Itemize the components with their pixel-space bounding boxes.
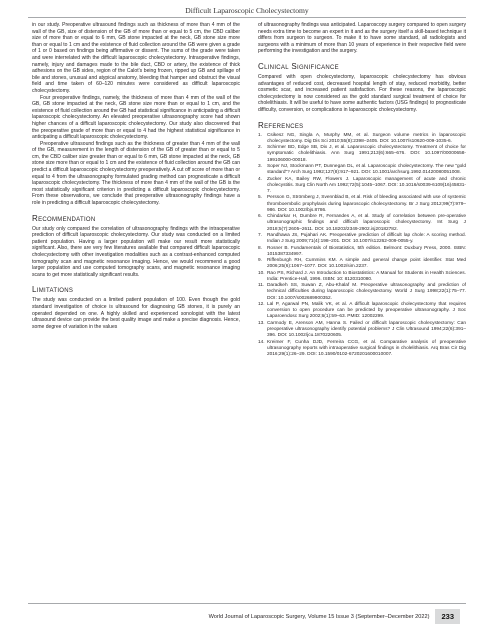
right-column: [258, 22, 466, 358]
reference-item: [258, 214, 466, 233]
reference-number: 8.: [258, 245, 262, 251]
reference-text: Csikesz NG, Singla A, Murphy MM, et al. Surgeon volume metrics in laparoscopic cholecystectomy. Dig Dis Sci 2010;55(8):2398–2405. DOI: 10.1007/s10620-009-1035-6.: [267, 132, 466, 144]
body-paragraph: Four preoperative findings, namely, the thickness of more than 4 mm of the wall of the GB, GB stone impacted at the neck, GB stone size more than or equal to 1 cm, and the existence of fluid collection around the GB had statistical significance in anticipating a difficult laparoscopic cholecystectomy. An elevated preoperative ultrasonography score had shown higher chances of a difficult laparoscopic cholecystectomy. Our study also discovered that the preoperative grade of more than or equal to 4 had the highest statistical significance in anticipating a difficult laparoscopic cholecystectomy.: [32, 94, 240, 141]
reference-item: [258, 133, 466, 145]
reference-text: Daradkeh SS, Suwan Z, Abu-Khalaf M. Preoperative ultrasonography and prediction of technical difficulties during laparoscopic cholecystectomy. World J Surg 1998;22(1):75–77. DOI: 10.1007/s002689900352.: [267, 283, 466, 301]
reference-number: 7.: [258, 232, 262, 238]
reference-list: [258, 133, 466, 359]
reference-item: [258, 233, 466, 245]
reference-text: Rosner B. Fundamentals of Biostatistics, 5th edition. Belmont: Duxbury Press, 2000. ISBN: 1015387334997.: [267, 245, 466, 257]
reference-item: [258, 258, 466, 270]
running-header: Difficult Laparoscopic Cholecystectomy: [185, 6, 309, 15]
reference-number: 6.: [258, 214, 262, 220]
reference-number: 9.: [258, 258, 262, 264]
body-paragraph: in our study. Preoperative ultrasound findings such as thickness of more than 4 mm of the wall of the GB, size of distension of the GB of more than or equal to 5 cm, the CBD caliber size of more than or equal to 6 mm, GB stone impacted at the neck, GB stone size more than or equal to 1 cm and the existence of fluid collection around the GB were given a grade of 1 or 0 based on findings being affirmative or dissent. The sums of the grade were taken and were interrelated with the difficult laparoscopic cholecystectomy. Intraoperative findings, namely, injury and damages made to the bile duct, CBD or artery, the existence of thick adhesions on the GB sides, region of the Calot's being frozen, ripped up GB and spillage of bile and stones, unusual and atypical anatomy, bleeding that hamper and obstruct the visual field and time taken of 60–120 minutes were considered as difficult laparoscopic cholecystectomy.: [32, 22, 240, 94]
reference-text: Rao PS, Richard J. An Introduction to Biostatistics: A Manual for Students in Health Sciences. India: Prentice-Hall, 1996. ISBN: 10: 8120310080.: [267, 270, 466, 282]
reference-text: Zucker KA, Bailey RW, Flowers J. Laparoscopic management of acute and chronic cholecystitis. Surg Clin North Am 1992;72(5):1045–1067. DOI: 10.1016/s0039-6109(16)45831-7.: [267, 176, 466, 194]
reference-text: Soper NJ, Stockmann PT, Dunnegan DL, et al. Laparoscopic cholecystectomy. The new "gold standard"? Arch Surg 1992;127(8):917–921. DOI: 10.1001/archsurg.1992.01420080051008.: [267, 163, 466, 176]
reference-item: [258, 164, 466, 176]
reference-item: [258, 145, 466, 164]
section-heading-recommendation: Recommendation: [32, 213, 96, 223]
reference-item: [258, 283, 466, 302]
reference-item: [258, 271, 466, 283]
reference-item: [258, 302, 466, 321]
reference-text: Carmody E, Arenson AM, Hanna S. Failed or difficult laparoscopic cholecystectomy: Can preoperative ultrasonography identify potential problems? J Clin Ultrasound 1994;22(6):391–396. DOI: 10.1002/jcu.1870220605.: [267, 320, 466, 339]
reference-item: [258, 195, 466, 214]
reference-number: 4.: [258, 176, 262, 182]
reference-item: [258, 246, 466, 258]
reference-number: 11.: [258, 283, 265, 289]
reference-item: [258, 340, 466, 359]
reference-number: 1.: [258, 132, 262, 138]
section-heading-limitations: Limitations: [32, 285, 74, 295]
reference-text: Schirmer BD, Edge SB, Dix J, et al. Laparoscopic cholecystectomy. Treatment of choice for symptomatic cholelithiasis. Ann Surg 1991;213(6):665–676. DOI: 10.1097/00000658-199106000-00018.: [267, 145, 466, 163]
reference-number: 3.: [258, 163, 262, 169]
reference-number: 10.: [258, 270, 265, 276]
body-paragraph: of ultrasonography findings was anticipated. Laparoscopy surgery compared to open surgery needs extra time to become an expert in it and as the surgery itself a skill-based technique it differs from surgeon to surgeon. To make it to have some standard, all radiologists and surgeons with a minimum of more than 10 years of experience in their respective field were performing the investigation and the surgery.: [258, 22, 466, 55]
reference-text: Randhawa JS, Pujahari AK. Preoperative prediction of difficult lap chole: A scoring method. Indian J Surg 2009;71(4):198–201. DOI: 10.1007/s12262-009-0055-y.: [267, 232, 466, 245]
body-paragraph: Preoperative ultrasound findings such as the thickness of greater than 4 mm of the wall of the GB, measurement in the length of distension of the GB of greater than or equal to 5 cm, the CBD caliber size greater than or equal to 6 mm, GB stone impacted at the neck, GB stone size more than or equal to 1 cm and the existence of fluid collection around the GB can predict a difficult laparoscopic cholecystectomy preoperatively. A cut off score of more than or equal to 4 from the ultrasonography formulated grading method can prognosticate a difficult laparoscopic cholecystectomy. The thickness of more than 4 mm of the wall of the GB is the most statistically significant criterion in predicting a difficult laparoscopic cholecystectomy. From these observations, we conclude that preoperative ultrasonography findings have a role in predicting a difficult laparoscopic cholecystectomy.: [32, 140, 240, 207]
reference-text: Kreimer F, Cunha DJD, Ferreira CCG, et al. Comparative analysis of preoperative ultrasonography reports with intraoperative surgical findings in cholelithiasis. Arq Bras Cir Dig 2016;29(1):26–29. DOI: 10.1590/0102-6720201600010007.: [267, 339, 466, 358]
reference-number: 12.: [258, 302, 265, 308]
body-paragraph: Compared with open cholecystectomy, laparoscopic cholecystectomy has obvious advantages of reduced cost, decreased hospital length of stay, reduced morbidity, better cosmetic scar, and increased patient satisfaction. For these reasons, the laparoscopic cholecystectomy is now considered as the gold standard surgical treatment of choice for cholelithiasis. It will be useful to have some authentic factors (USG findings) to prognosticate difficulty, conversion, or complications in laparoscopic cholecystectomy.: [258, 73, 466, 113]
reference-number: 5.: [258, 195, 262, 201]
page-number: 233: [435, 609, 460, 624]
reference-item: [258, 321, 466, 340]
reference-text: Riffenburgh RH, Cummins KM. A simple and general change point identifier. Stat Med 2006;25(6):1067–1077. DOI: 10.1002/sim.2237.: [267, 258, 466, 270]
section-heading-clinical-significance: Clinical Significance: [258, 61, 339, 71]
reference-number: 14.: [258, 339, 265, 345]
header-divider: [28, 17, 466, 18]
journal-citation: World Journal of Laparoscopic Surgery, Volume 15 Issue 3 (September–December 2022): [208, 613, 430, 620]
reference-text: Chindarkar H, Dumbre R, Fernandes A, et al. Study of correlation between pre-operative ultrasonographic findings and difficult laparoscopic cholecystectomy. Int Surg J 2018;5(7):2605–2611. DOI: 10.18203/2349-2902.isj20182782.: [267, 214, 466, 232]
page-footer: [209, 609, 460, 624]
footer-divider: [28, 603, 466, 604]
reference-number: 2.: [258, 145, 262, 151]
reference-item: [258, 177, 466, 196]
reference-text: Persson G, Strömberg J, Svennblad B, et al. Risk of bleeding associated with use of systemic thromboembolic prophylaxis during laparoscopic cholecystectomy. Br J Surg 2012;99(7):979–986. DOI: 10.1002/bjs.8786.: [267, 195, 466, 213]
body-paragraph: The study was conducted on a limited patient population of 100. Even though the gold standard investigation of choice is ultrasound for diagnosing GB stones, it is purely an operated depended on one. A highly skilled and experienced sonologist with the latest ultrasound device can provide the best quality image and make a precise diagnosis. Hence, some degree of variation in the values: [32, 297, 240, 330]
body-paragraph: Our study only compared the correlation of ultrasonography findings with the intraoperative prediction of difficult laparoscopic cholecystectomy. Our study was conducted on a limited patient population. Having a larger population will make our result more statistically significant. Also, there are very few literatures available that compared difficult laparoscopic cholecystectomy with other investigation modalities such as a contrast-enhanced computed tomography scan and magnetic resonance imaging. Hence, we would recommend a good larger population and use computed tomography scans, and magnetic resonance imaging scans to get more statistically significant results.: [32, 225, 240, 278]
reference-text: Lal P, Agarwal PN, Malik VK, et al. A difficult laparoscopic cholecystectomy that requires conversion to open procedure can be predicted by preoperative ultrasonography. J Soc Laparoendosc Surg 2002;6(1):59–63. PMID: 12002299.: [267, 302, 466, 320]
section-heading-references: References: [258, 120, 304, 130]
left-column: [32, 22, 240, 330]
reference-number: 13.: [258, 320, 265, 326]
